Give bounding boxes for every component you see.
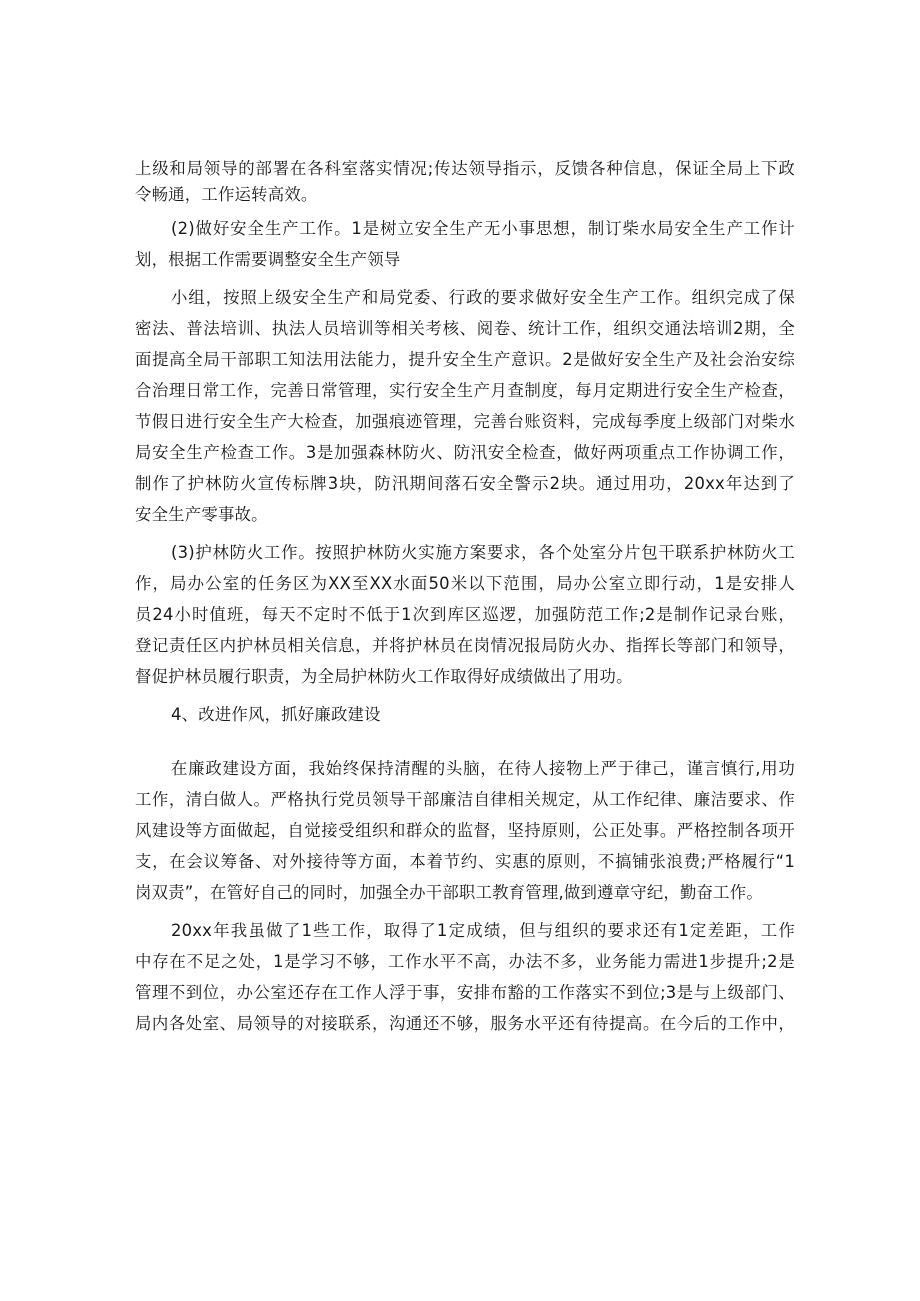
text-line-19: 在廉政建设方面，我始终保持清醒的头脑，在待人接物上严于律己，谨言慎行,用功 — [171, 759, 795, 778]
text-line-25: 中存在不足之处，1是学习不够，工作水平不高，办法不多，业务能力需进1步提升;2是 — [135, 952, 795, 971]
text-line-10: 局安全生产检查工作。3是加强森林防火、防汛安全检查，做好两项重点工作协调工作， — [135, 443, 795, 462]
text-line-9: 节假日进行安全生产大检查，加强痕迹管理，完善台账资料，完成每季度上级部门对柴水 — [135, 412, 795, 431]
text-line-5: 小组，按照上级安全生产和局党委、行政的要求做好安全生产工作。组织完成了保 — [171, 288, 795, 307]
text-line-3: (2)做好安全生产工作。1是树立安全生产无小事思想，制订柴水局安全生产工作计 — [171, 219, 795, 238]
text-line-22: 支，在会议筹备、对外接待等方面，本着节约、实惠的原则，不搞铺张浪费;严格履行“1 — [135, 852, 795, 871]
text-line-6: 密法、普法培训、执法人员培训等相关考核、阅卷、统计工作，组织交通法培训2期，全 — [135, 319, 795, 338]
text-line-24: 20xx年我虽做了1些工作，取得了1定成绩，但与组织的要求还有1定差距，工作 — [171, 921, 795, 940]
text-line-4: 划，根据工作需要调整安全生产领导 — [135, 250, 401, 269]
text-line-14: 作，局办公室的任务区为XX至XX水面50米以下范围，局办公室立即行动，1是安排人 — [135, 574, 795, 593]
text-line-11: 制作了护林防火宣传标牌3块，防汛期间落石安全警示2块。通过用功，20xx年达到了 — [135, 474, 795, 493]
text-line-26: 管理不到位，办公室还存在工作人浮于事，安排布豁的工作落实不到位;3是与上级部门、 — [135, 983, 795, 1002]
text-line-1: 上级和局领导的部署在各科室落实情况;传达领导指示，反馈各种信息，保证全局上下政 — [135, 159, 795, 178]
text-line-20: 工作，清白做人。严格执行党员领导干部廉洁自律相关规定，从工作纪律、廉洁要求、作 — [135, 790, 795, 809]
text-line-23: 岗双责”，在管好自己的同时，加强全办干部职工教育管理,做到遵章守纪，勤奋工作。 — [135, 883, 763, 902]
text-line-16: 登记责任区内护林员相关信息，并将护林员在岗情况报局防火办、指挥长等部门和领导， — [135, 636, 795, 655]
section-heading: 4、改进作风，抓好廉政建设 — [171, 705, 381, 724]
text-line-21: 风建设等方面做起，自觉接受组织和群众的监督，坚持原则，公正处事。严格控制各项开 — [135, 821, 795, 840]
document-page — [135, 156, 795, 1037]
text-line-15: 员24小时值班，每天不定时不低于1次到库区巡逻，加强防范工作;2是制作记录台账， — [135, 605, 795, 624]
text-line-27: 局内各处室、局领导的对接联系，沟通还不够，服务水平还有待提高。在今后的工作中， — [135, 1014, 795, 1033]
text-line-8: 合治理日常工作，完善日常管理，实行安全生产月查制度，每月定期进行安全生产检查， — [135, 381, 795, 400]
text-line-13: (3)护林防火工作。按照护林防火实施方案要求，各个处室分片包干联系护林防火工 — [171, 543, 795, 562]
text-line-12: 安全生产零事故。 — [135, 505, 268, 524]
text-line-17: 督促护林员履行职责，为全局护林防火工作取得好成绩做出了用功。 — [135, 667, 633, 686]
text-line-2: 令畅通，工作运转高效。 — [135, 185, 318, 204]
text-line-7: 面提高全局干部职工知法用法能力，提升安全生产意识。2是做好安全生产及社会治安综 — [135, 350, 795, 369]
